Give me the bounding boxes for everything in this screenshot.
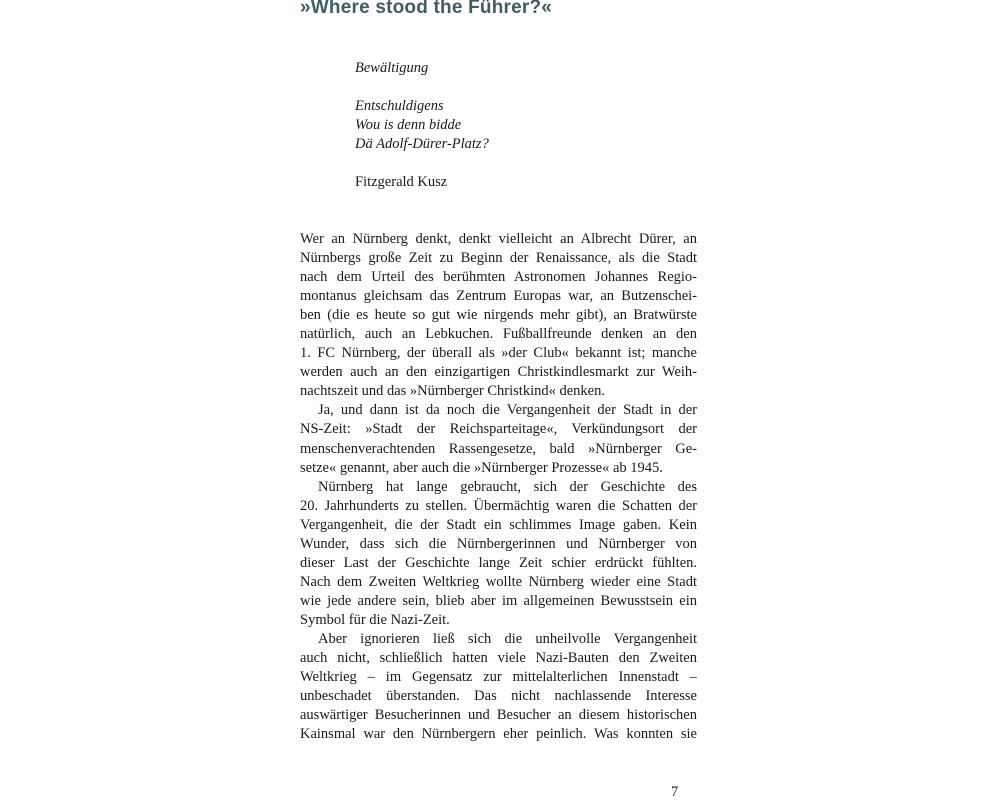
body-text <box>300 230 697 744</box>
text-line: Aber ignorieren ließ sich die unheilvolle Vergangenheit <box>318 630 697 647</box>
page-number: 7 <box>671 784 679 800</box>
text-line: auch nicht, schließlich hatten viele Nazi-Bauten den Zweiten <box>300 650 697 667</box>
paragraph-1 <box>300 230 697 401</box>
text-line: dieser Last der Geschichte lange Zeit schier erdrückt fühlten. <box>300 554 697 571</box>
text-line: Wunder, dass sich die Nürnbergerinnen und Nürnberger von <box>300 535 697 552</box>
text-line: menschenverachtenden Rassengesetze, bald »Nürnberger Ge- <box>300 440 697 457</box>
text-line: Kainsmal war den Nürnbergern eher peinlich. Was konnten sie <box>300 726 697 743</box>
paragraph-2 <box>300 401 697 477</box>
text-line: Wer an Nürnberg denkt, denkt vielleicht an Albrecht Dürer, an <box>300 231 697 247</box>
poem-author: Fitzgerald Kusz <box>355 174 448 190</box>
chapter-title: »Where stood the Führer?« <box>300 0 553 18</box>
paragraph-3 <box>300 478 697 630</box>
poem-line: Entschuldigens <box>355 98 444 114</box>
text-line: 1. FC Nürnberg, der überall als »der Club« bekannt ist; manche <box>300 345 697 362</box>
text-line: unbeschadet überstanden. Das nicht nachlassende Interesse <box>300 688 697 705</box>
text-line: nach dem Urteil des berühmten Astronomen Johannes Regio- <box>300 269 697 286</box>
text-line: werden auch an den einzigartigen Christkindlesmarkt zur Weih- <box>300 364 697 381</box>
text-line: nachtszeit und das »Nürnberger Christkind« denken. <box>300 383 605 400</box>
text-line: Vergangenheit, die der Stadt ein schlimmes Image gaben. Kein <box>300 516 697 533</box>
poem-title: Bewältigung <box>355 60 429 76</box>
poem-line: Dä Adolf-Dürer-Platz? <box>355 136 489 152</box>
text-line: ben (die es heute so gut wie nirgends mehr gibt), an Bratwürste <box>300 307 697 324</box>
text-line: Ja, und dann ist da noch die Vergangenheit der Stadt in der <box>318 402 697 419</box>
paragraph-4 <box>300 630 697 744</box>
poem-line: Wou is denn bidde <box>355 117 462 133</box>
text-line: auswärtiger Besucherinnen und Besucher an diesem historischen <box>300 707 697 724</box>
text-line: NS-Zeit: »Stadt der Reichsparteitage«, Verkündungsort der <box>300 421 697 438</box>
text-line: setze« genannt, aber auch die »Nürnberger Prozesse« ab 1945. <box>300 459 663 476</box>
text-line: Nach dem Zweiten Weltkrieg wollte Nürnberg wieder eine Stadt <box>300 573 697 590</box>
epigraph-poem <box>355 59 489 192</box>
text-line: natürlich, auch an Lebkuchen. Fußballfreunde denken an den <box>300 326 697 343</box>
text-line: Symbol für die Nazi-Zeit. <box>300 611 450 628</box>
text-line: 20. Jahrhunderts zu stellen. Übermächtig waren die Schatten der <box>300 497 697 514</box>
text-line: Weltkrieg – im Gegensatz zur mittelalterlichen Innenstadt – <box>300 669 697 686</box>
text-line: Nürnbergs große Zeit zu Beginn der Renaissance, als die Stadt <box>300 250 697 267</box>
text-line: wie jede andere sein, blieb aber im allgemeinen Bewusstsein ein <box>300 592 697 609</box>
text-line: Nürnberg hat lange gebraucht, sich der Geschichte des <box>318 478 697 495</box>
text-line: montanus gleichsam das Zentrum Europas war, an Butzenschei- <box>300 288 697 305</box>
